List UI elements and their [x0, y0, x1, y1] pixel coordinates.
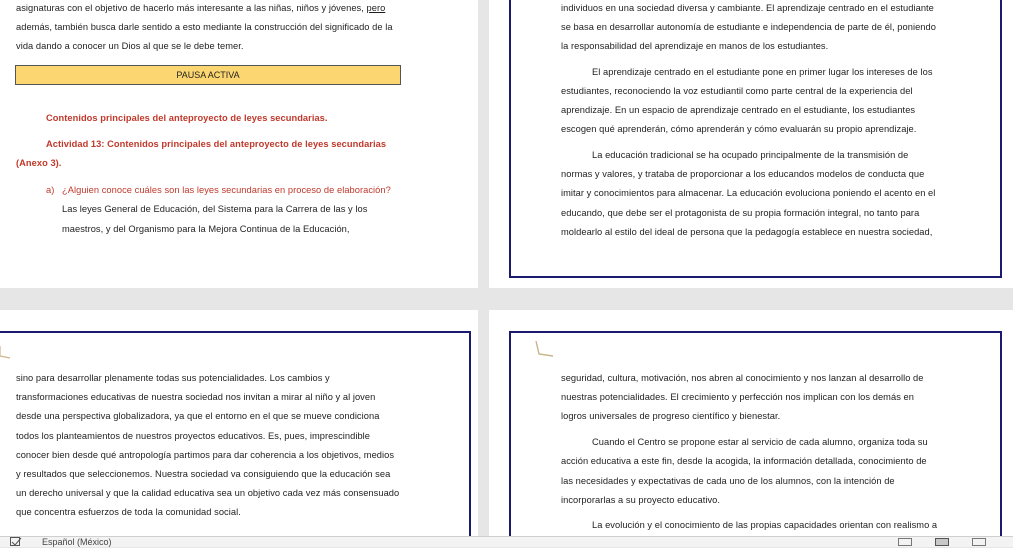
- page-text-line: imitar y conocimientos para almacenar. La educación evoluciona poniendo el acento en el: [561, 188, 936, 198]
- answer-line: maestros, y del Organismo para la Mejora Continua de la Educación,: [62, 224, 350, 234]
- page-text-line: individuos en una sociedad diversa y cambiante. El aprendizaje centrado en el estudiante: [561, 3, 934, 13]
- page-bottom-right: [489, 310, 1013, 536]
- page-text-line: un derecho universal y que la calidad educativa sea un objetivo cada vez más consensuado: [16, 488, 400, 498]
- page-text-line: estudiantes, reconociendo la voz estudiantil como parte central de la experiencia del: [561, 86, 913, 96]
- underlined-word: pero: [366, 3, 386, 13]
- page-text-line: normas y valores, y trataba de proporcionar a los educandos modelos de conducta que: [561, 169, 925, 179]
- page-text-line: desde una perspectiva globalizadora, ya que el entorno en el que se mueve condiciona: [16, 411, 380, 421]
- page-border: [509, 331, 1002, 536]
- activity-title: Actividad 13: Contenidos principales del anteproyecto de leyes secundarias: [46, 139, 387, 149]
- question-text: ¿Alguien conoce cuáles son las leyes secundarias en proceso de elaboración?: [62, 185, 391, 195]
- page-text-line: educando, que debe ser el protagonista de su propia formación integral, no tanto para: [561, 208, 920, 218]
- page-text-line: acción educativa a este fin, desde la acogida, la información detallada, conocimiento de: [561, 456, 927, 466]
- web-layout-button[interactable]: [972, 538, 986, 546]
- page-text-line: escogen qué aprenderán, cómo aprenderán y cómo evaluarán su propio aprendizaje.: [561, 124, 917, 134]
- page-text-line: todos los planteamientos de nuestros proyectos educativos. Es, pues, imprescindible: [16, 431, 371, 441]
- activity-annex: (Anexo 3).: [16, 158, 62, 168]
- page-text-line: seguridad, cultura, motivación, nos abren al conocimiento y nos lanzan al desarrollo de: [561, 373, 924, 383]
- print-layout-button[interactable]: [935, 538, 949, 546]
- page-text-line: incorporarlas a su proyecto educativo.: [561, 495, 720, 505]
- page-text-line: y resultados que seleccionemos. Nuestra sociedad va consiguiendo que la educación sea: [16, 469, 391, 479]
- page-text-line: las necesidades y expectativas de cada uno de los alumnos, con la intención de: [561, 476, 895, 486]
- page-text-line: [16, 3, 385, 13]
- page-top-left: [0, 0, 478, 288]
- page-text-line: conocer bien desde qué antropología partimos para dar coherencia a los objetivos, medios: [16, 450, 395, 460]
- page-text-line: La educación tradicional se ha ocupado principalmente de la transmisión de: [592, 150, 909, 160]
- page-text-line: moldearlo al estilo del ideal de persona que la pedagogía establece en nuestra sociedad,: [561, 227, 933, 237]
- corner-mark-icon: [0, 346, 10, 360]
- page-bottom-left: [0, 310, 478, 536]
- page-text-line: vida dando a conocer un Dios al que se le debe temer.: [16, 41, 244, 51]
- page-text-line: aprendizaje. En un espacio de aprendizaje centrado en el estudiante, los estudiantes: [561, 105, 916, 115]
- question-marker: a): [46, 185, 55, 195]
- corner-mark-icon: [533, 340, 555, 358]
- page-text-line: logros universales de progreso científico y bienestar.: [561, 411, 781, 421]
- page-text-line: además, también busca darle sentido a esto mediante la construcción del significado de la: [16, 22, 393, 32]
- page-text-line: transformaciones educativas de nuestra sociedad nos invitan a mirar al niño y al joven: [16, 392, 376, 402]
- text-run: asignaturas con el objetivo de hacerlo más interesante a las niñas, niños y jóvenes,: [16, 3, 367, 13]
- page-text-line: El aprendizaje centrado en el estudiante pone en primer lugar los intereses de los: [592, 67, 933, 77]
- page-top-right: [489, 0, 1013, 288]
- page-text-line: sino para desarrollar plenamente todas sus potencialidades. Los cambios y: [16, 373, 330, 383]
- read-mode-button[interactable]: [898, 538, 912, 546]
- pausa-activa-box: [15, 65, 401, 85]
- section-heading: Contenidos principales del anteproyecto de leyes secundarias.: [46, 113, 328, 123]
- page-text-line: que concentra esfuerzos de toda la comunidad social.: [16, 507, 241, 517]
- page-text-line: se basa en desarrollar autonomía de estudiante e independencia de parte de él, poniendo: [561, 22, 936, 32]
- page-text-line: nuestras potencialidades. El crecimiento y perfección nos implican con los demás en: [561, 392, 914, 402]
- pausa-activa-label: PAUSA ACTIVA: [176, 70, 240, 80]
- status-bar: [0, 536, 1013, 547]
- page-text-line: la responsabilidad del aprendizaje en manos de los estudiantes.: [561, 41, 829, 51]
- answer-line: Las leyes General de Educación, del Sistema para la Carrera de las y los: [62, 204, 368, 214]
- page-text-line: Cuando el Centro se propone estar al servicio de cada alumno, organiza toda su: [592, 437, 928, 447]
- page-text-line: La evolución y el conocimiento de las propias capacidades orientan con realismo a: [592, 520, 938, 530]
- language-indicator[interactable]: Español (México): [42, 537, 112, 547]
- proofing-icon[interactable]: [10, 537, 22, 548]
